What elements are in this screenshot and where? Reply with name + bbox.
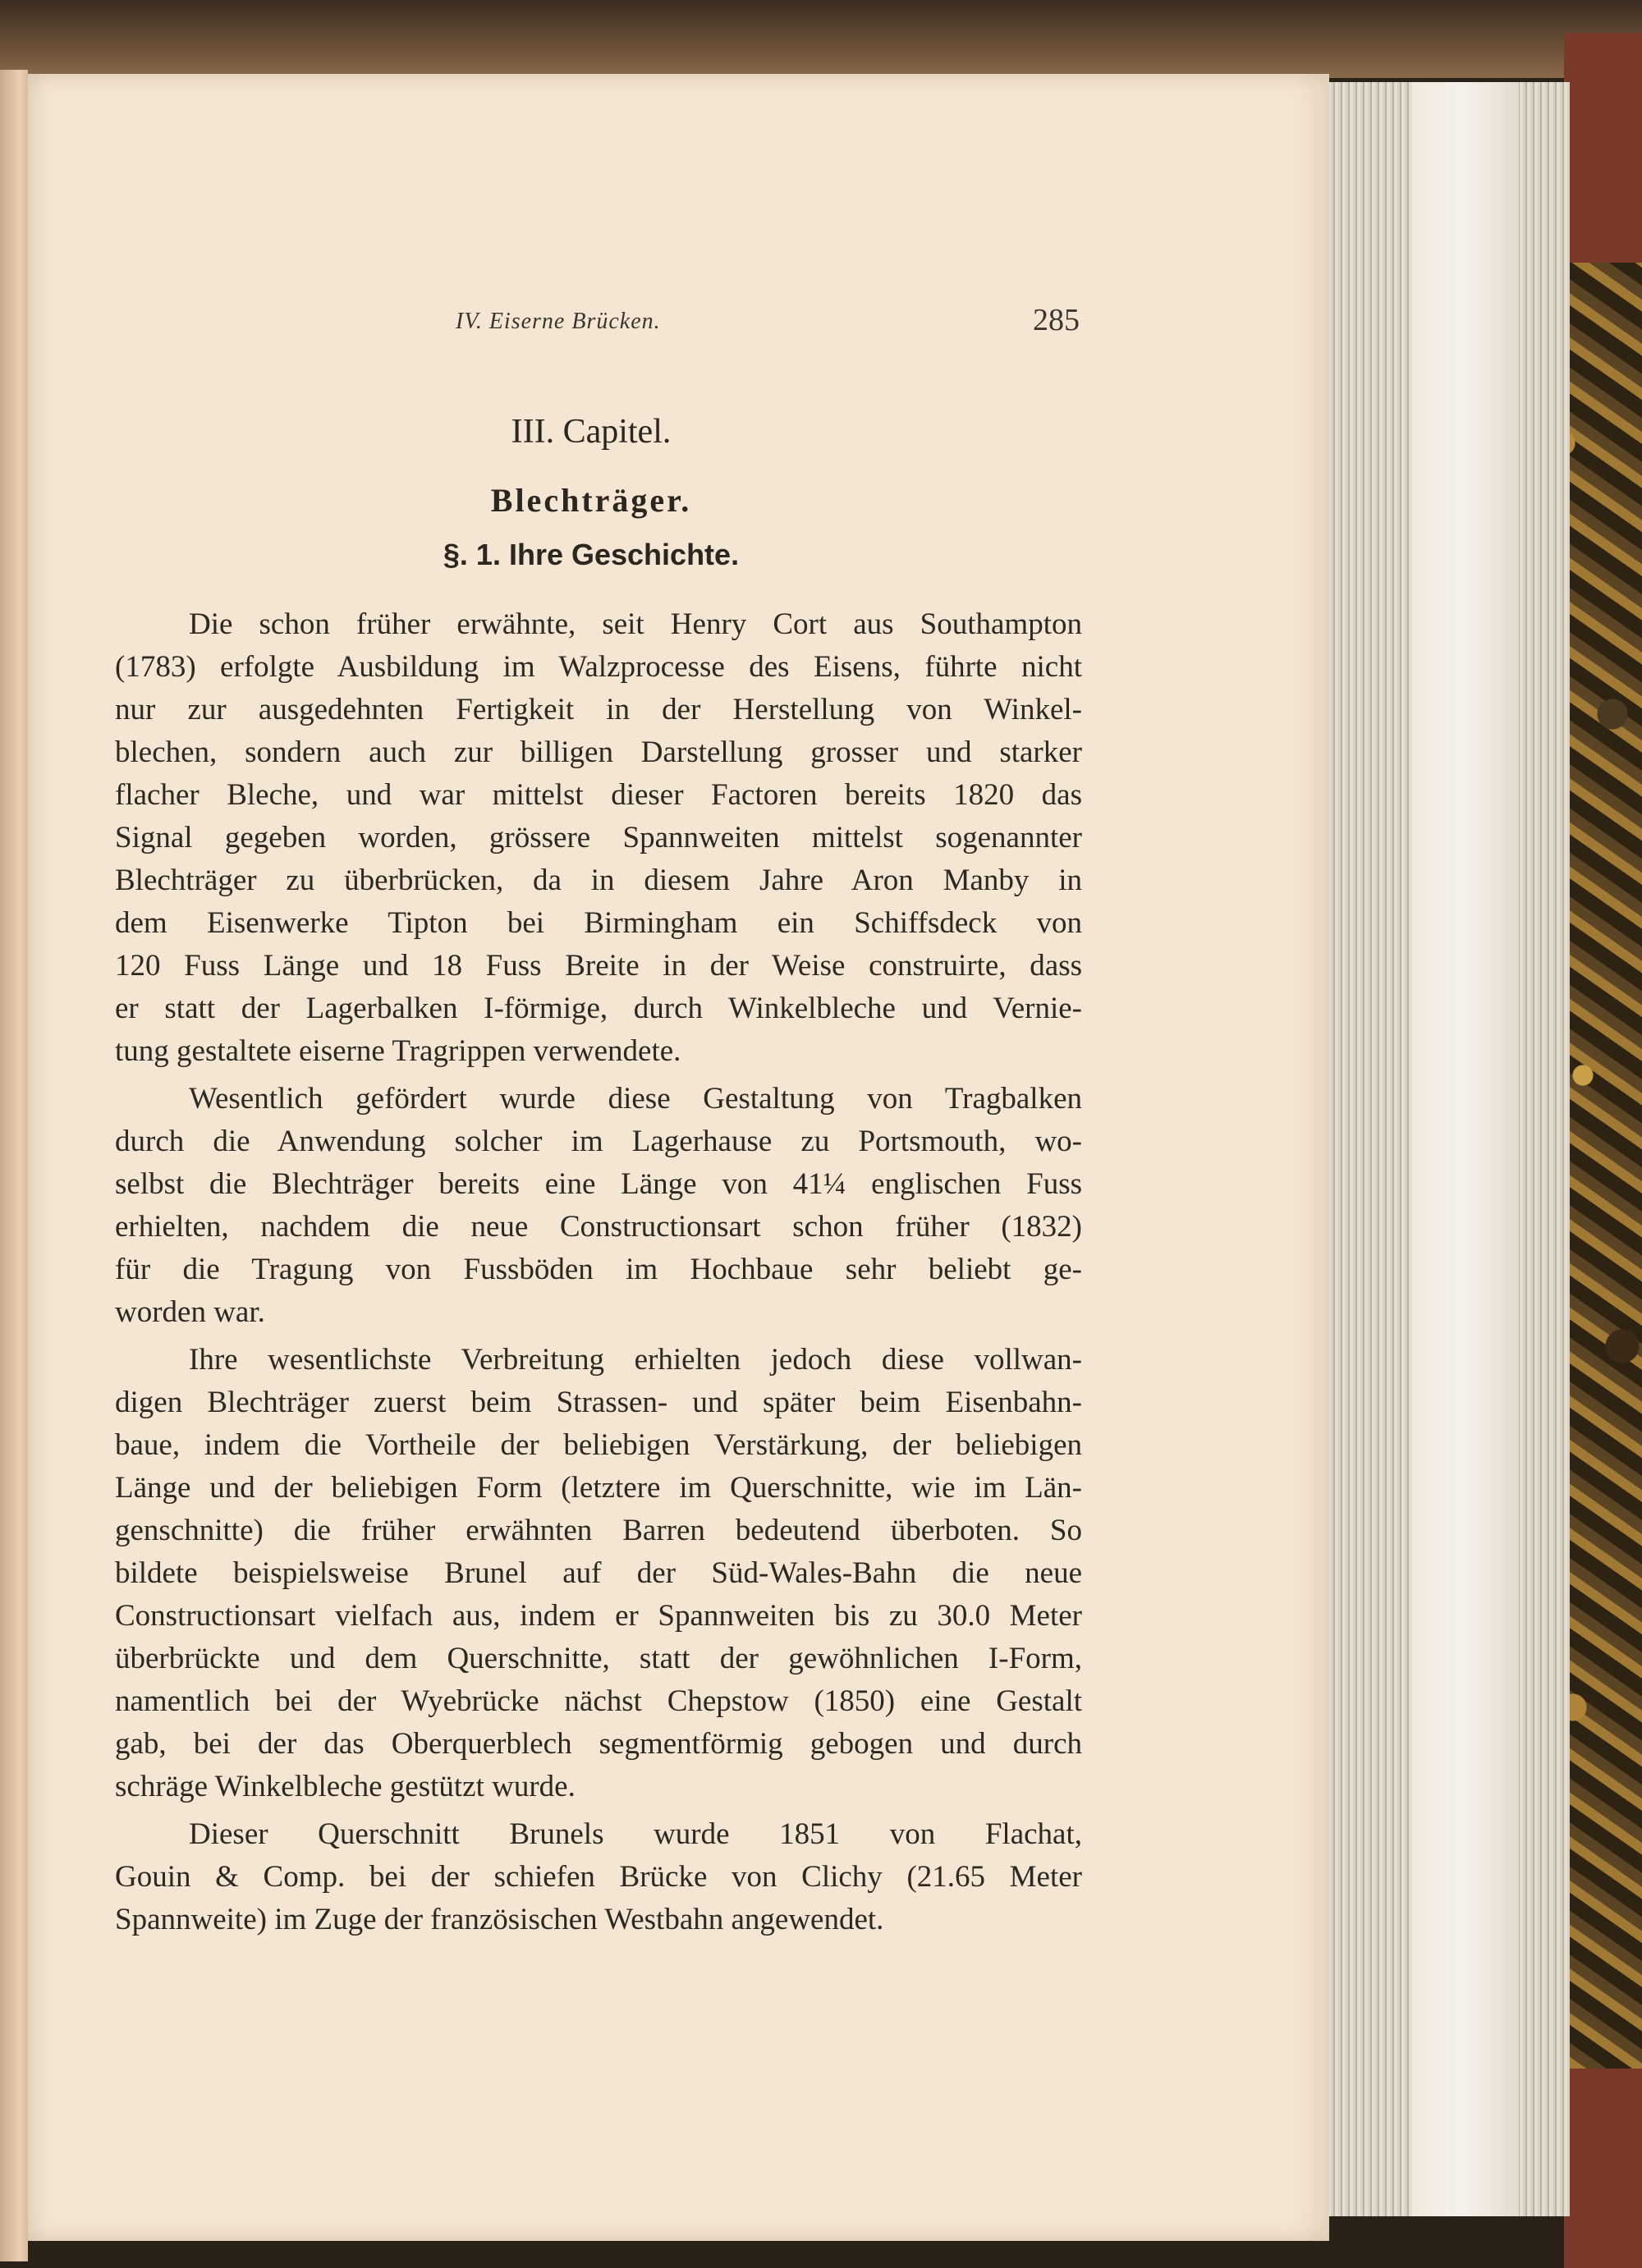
text-line: digen Blechträger zuerst beim Strassen- und später beim Eisenbahn- (115, 1386, 1082, 1419)
text-line: Signal gegeben worden, grössere Spannweiten mittelst sogenannter (115, 821, 1082, 855)
text-line: er statt der Lagerbalken I-förmige, durch Winkelbleche und Vernie- (115, 992, 1082, 1025)
left-page-edge (0, 70, 28, 2261)
text-line: überbrückte und dem Querschnitte, statt der gewöhnlichen I-Form, (115, 1642, 1082, 1675)
chapter-title: III. Capitel. (511, 413, 672, 451)
text-line: Länge und der beliebigen Form (letztere im Querschnitte, wie im Län- (115, 1471, 1082, 1505)
text-line: schräge Winkelbleche gestützt wurde. (115, 1770, 576, 1803)
text-line: baue, indem die Vortheile der beliebigen Verstärkung, der beliebigen (115, 1428, 1082, 1462)
text-line: genschnitte) die früher erwähnten Barren bedeutend überboten. So (115, 1514, 1082, 1547)
text-line: bildete beispielsweise Brunel auf der Süd-Wales-Bahn die neue (115, 1556, 1082, 1590)
page-stack-highlight (1412, 82, 1519, 2216)
text-line: worden war. (115, 1295, 265, 1329)
text-line: erhielten, nachdem die neue Constructionsart schon früher (1832) (115, 1210, 1082, 1244)
text-line: flacher Bleche, und war mittelst dieser Factoren bereits 1820 das (115, 778, 1082, 812)
text-line: dem Eisenwerke Tipton bei Birmingham ein Schiffsdeck von (115, 906, 1082, 940)
text-line: (1783) erfolgte Ausbildung im Walzprocesse des Eisens, führte nicht (115, 650, 1082, 684)
text-line: tung gestaltete eiserne Tragrippen verwendete. (115, 1034, 681, 1068)
book-cover-top (0, 0, 1642, 78)
text-line: blechen, sondern auch zur billigen Darstellung grosser und starker (115, 735, 1082, 769)
page-number: 285 (1033, 303, 1080, 337)
text-line: selbst die Blechträger bereits eine Länge von 41¼ englischen Fuss (115, 1167, 1082, 1201)
text-line: 120 Fuss Länge und 18 Fuss Breite in der Weise construirte, dass (115, 949, 1082, 983)
text-line: Constructionsart vielfach aus, indem er Spannweiten bis zu 30.0 Meter (115, 1599, 1082, 1633)
text-line: für die Tragung von Fussböden im Hochbaue sehr beliebt ge- (115, 1253, 1082, 1286)
text-line: Wesentlich gefördert wurde diese Gestaltung von Tragbalken (189, 1082, 1082, 1116)
running-head: IV. Eiserne Brücken. (456, 309, 661, 334)
text-line: nur zur ausgedehnten Fertigkeit in der Herstellung von Winkel- (115, 693, 1082, 726)
text-line: Gouin & Comp. bei der schiefen Brücke von Clichy (21.65 Meter (115, 1860, 1082, 1894)
chapter-subtitle: Blechträger. (490, 482, 692, 519)
text-line: Ihre wesentlichste Verbreitung erhielten jedoch diese vollwan- (189, 1343, 1082, 1377)
text-line: Spannweite) im Zuge der französischen Westbahn angewendet. (115, 1903, 884, 1936)
text-line: durch die Anwendung solcher im Lagerhause zu Portsmouth, wo- (115, 1125, 1082, 1158)
text-line: Blechträger zu überbrücken, da in diesem Jahre Aron Manby in (115, 864, 1082, 897)
section-heading: §. 1. Ihre Geschichte. (443, 538, 740, 571)
text-line: Dieser Querschnitt Brunels wurde 1851 von Flachat, (189, 1817, 1082, 1851)
text-line: gab, bei der das Oberquerblech segmentförmig gebogen und durch (115, 1727, 1082, 1761)
text-line: Die schon früher erwähnte, seit Henry Cort aus Southampton (189, 607, 1082, 641)
text-line: namentlich bei der Wyebrücke nächst Chepstow (1850) eine Gestalt (115, 1684, 1082, 1718)
